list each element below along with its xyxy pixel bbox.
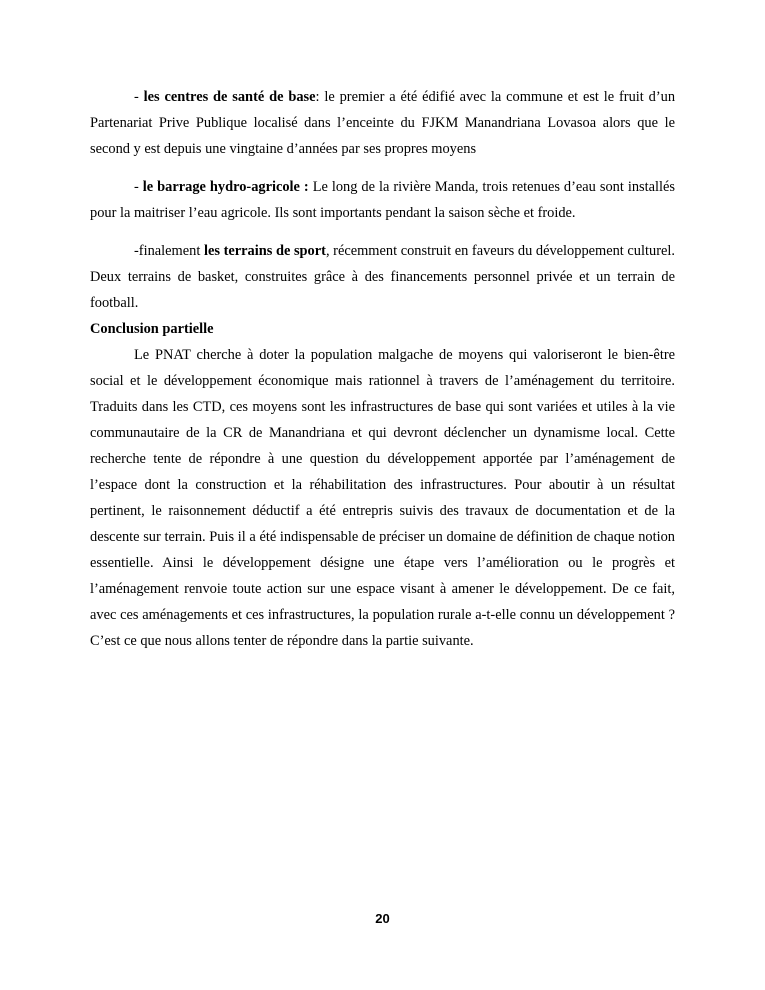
- bold-term: les terrains de sport: [203, 243, 326, 259]
- paragraph-text: , récemment construit en faveurs du développement culturel. Deux terrains de basket, construites grâce à des financements personnel privée et un terrain de football.: [90, 243, 675, 311]
- paragraph-sports-fields: [90, 238, 675, 316]
- conclusion-body: Le PNAT cherche à doter la population malgache de moyens qui valoriseront le bien-être social et le développement économique mais rationnel à travers de l’aménagement du territoire. Traduits dans les CTD, ces moyens sont les infrastructures de base qui sont variées et utiles à la vie communautaire de la CR de Manandriana et qui devront déclencher un dynamisme local. Cette recherche tente de répondre à une question du développement apportée par l’aménagement de l’espace dont la construction et la réhabilitation des infrastructures. Pour aboutir à un résultat pertinent, le raisonnement déductif a été entrepris suivis des travaux de documentation et de la descente sur terrain. Puis il a été indispensable de préciser un domaine de définition de chaque notion essentielle. Ainsi le développement désigne une étape vers l’amélioration ou le progrès et l’aménagement renvoie toute action sur une espace visant à amener le développement. De ce fait, avec ces aménagements et ces infrastructures, la population rurale a-t-elle connu un développement ? C’est ce que nous allons tenter de répondre dans la partie suivante.: [90, 347, 675, 649]
- list-prefix: -finalement: [134, 243, 204, 259]
- document-page: [90, 84, 675, 654]
- paragraph-text: Le long de la rivière Manda, trois retenues d’eau sont installés pour la maitriser l’eau agricole. Ils sont importants pendant la saison sèche et froide.: [90, 179, 675, 221]
- section-heading: Conclusion partielle: [90, 321, 214, 337]
- paragraph-dam: [90, 174, 675, 226]
- list-prefix: -: [134, 179, 143, 195]
- list-prefix: -: [134, 89, 144, 105]
- bold-term: les centres de santé de base: [143, 89, 316, 105]
- paragraph-text: : le premier a été édifié avec la commune et est le fruit d’un Partenariat Prive Publique localisé dans l’enceinte du FJKM Manandriana Lovasoa alors que le second y est depuis une vingtaine d’années par ses propres moyens: [90, 89, 676, 157]
- page-number: 20: [375, 911, 390, 926]
- paragraph-health-centers: [90, 84, 675, 162]
- bold-term: le barrage hydro-agricole :: [142, 179, 309, 195]
